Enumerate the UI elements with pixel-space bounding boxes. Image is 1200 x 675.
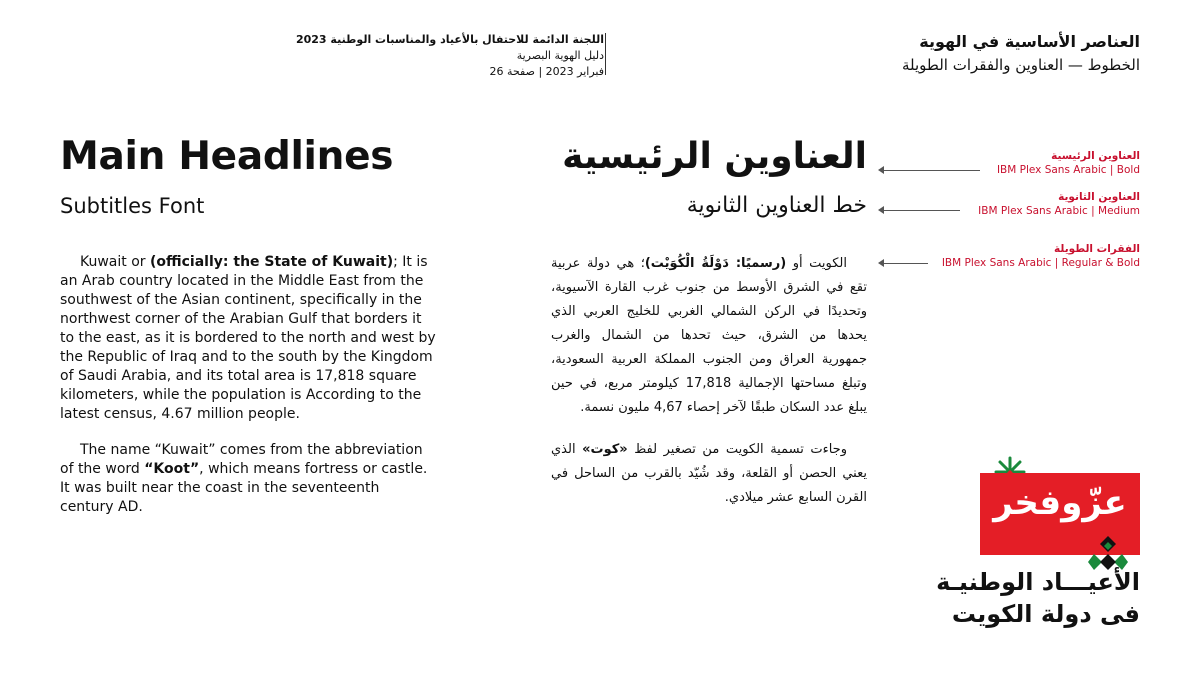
committee-name: اللجنة الدائمة للاحتفال بالأعياد والمناسبات الوطنية 2023: [295, 33, 604, 46]
guide-name: دليل الهوية البصرية: [516, 49, 604, 62]
meta-block: [296, 32, 604, 80]
arrow-head-icon: [878, 166, 884, 174]
arabic-paragraph-1: الكويت أو (رسميًا: دَوْلَةُ الْكُوَيْت)؛ هي دولة عربية تقع في الشرق الأوسط من جنوب غرب القارة الآسيوية، وتحديدًا في الركن الشمالي الغربي للخليج العربي الذي يحدها من الشرق، حيث تحدها من الشمال والغرب جمهورية العراق ومن الجنوب المملكة العربية السعودية، وتبلغ مساحتها الإجمالية 17,818 كيلومتر مربع، في حين يبلغ عدد السكان طبقًا لآخر إحصاء 4,67 مليون نسمة.: [551, 256, 868, 415]
arabic-paragraph-2: وجاءت تسمية الكويت من تصغير لفظ «كوت» الذي يعني الحصن أو القلعة، وقد شُيّد بالقرب من الساحل في القرن السابع عشر ميلادي.: [551, 442, 867, 505]
english-paragraph-1: Kuwait or (officially: the State of Kuwait); It is an Arab country located in the Middle East from the southwest of the Asian continent, specifically in the northwest corner of the Arabian Gulf that borders it to the east, as it is bordered to the north and west by the Republic of Iraq and to the south by the Kingdom of Saudi Arabia, and its total area is 17,818 square kilometers, while the population is According to the latest census, 4.67 million people.: [60, 254, 436, 422]
sadu-ornament-icon: [1088, 536, 1128, 570]
annotation-arrow-subtitles: [884, 210, 960, 211]
annotation-arrow-paragraphs: [884, 263, 928, 264]
date-page: فبراير 2023 | صفحة 26: [489, 65, 604, 78]
english-subtitle: Subtitles Font: [60, 194, 205, 218]
section-subtitle: الخطوط — العناوين والفقرات الطويلة: [901, 56, 1140, 74]
arabic-headline: العناوين الرئيسية: [562, 136, 867, 177]
annotation-arrow-headlines: [884, 170, 980, 171]
logo-line-2: فى دولة الكويت: [951, 600, 1140, 628]
arabic-subtitle: خط العناوين الثانوية: [686, 193, 867, 218]
annotation-subtitles: العناوين الثانوية IBM Plex Sans Arabic | Medium: [978, 191, 1140, 217]
english-paragraph-2: The name “Kuwait” comes from the abbreviation of the word “Koot”, which means fortress or castle. It was built near the coast in the seventeenth century AD.: [60, 442, 428, 515]
english-headline: Main Headlines: [60, 134, 394, 179]
arrow-head-icon: [878, 206, 884, 214]
logo-line-1: الأعيـــاد الوطنيـة: [936, 568, 1140, 596]
section-title: العناصر الأساسية في الهوية: [919, 32, 1140, 51]
annotation-paragraphs: الفقرات الطويلة IBM Plex Sans Arabic | Regular & Bold: [941, 243, 1140, 269]
meta-divider: [605, 33, 606, 75]
arrow-head-icon: [878, 259, 884, 267]
logo-wordmark: عزّوفخر: [993, 483, 1127, 523]
annotation-headlines: العناوين الرئيسية IBM Plex Sans Arabic | Bold: [996, 150, 1140, 176]
